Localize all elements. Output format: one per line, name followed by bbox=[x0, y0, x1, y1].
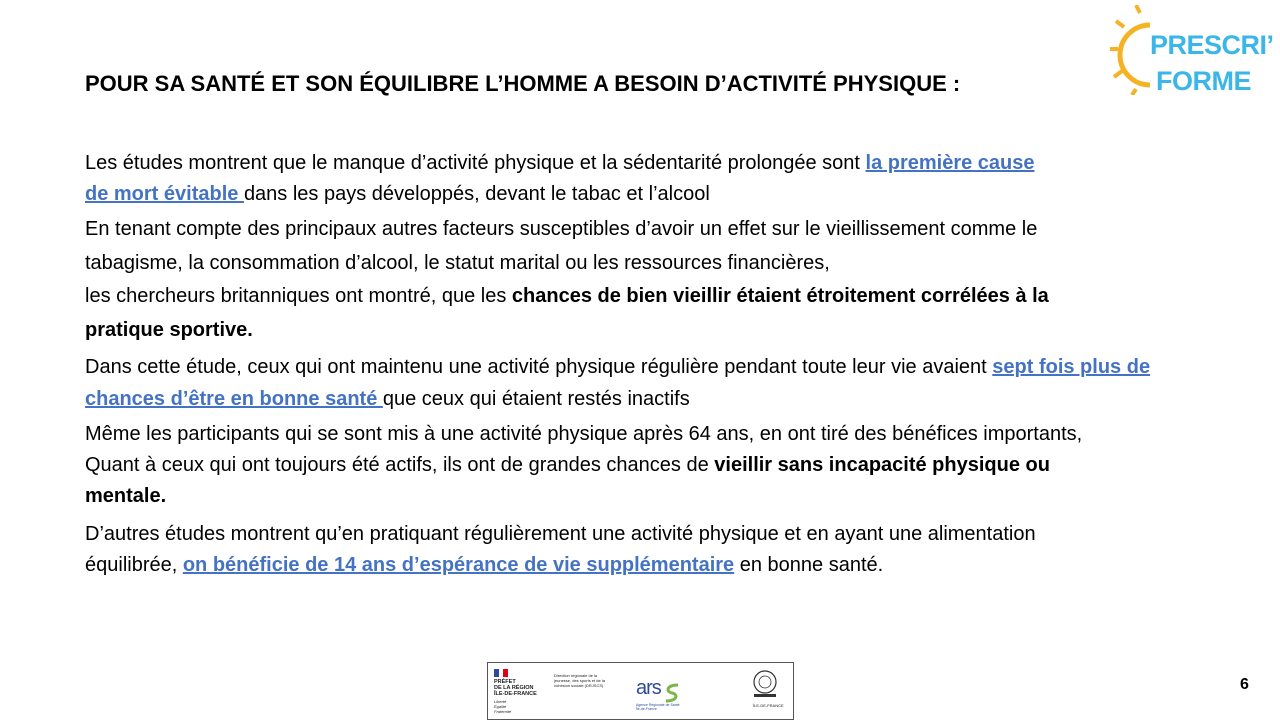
ars-swoosh-icon bbox=[664, 683, 680, 703]
paragraph-2: En tenant compte des principaux autres facteurs susceptibles d’avoir un effet sur le vieillissement comme le tabagisme, la consommation d’alcool, le statut marital ou les ressources financières, bbox=[85, 218, 1038, 274]
slide-body bbox=[85, 148, 1185, 581]
paragraph-1 bbox=[85, 148, 1045, 210]
prefet-line3: ÎLE-DE-FRANCE bbox=[494, 691, 537, 697]
paragraph-5: Même les participants qui se sont mis à une activité physique après 64 ans, en ont tiré des bénéfices importants, bbox=[85, 423, 1083, 445]
partner-logos bbox=[487, 662, 794, 720]
ars-logo bbox=[636, 677, 686, 713]
slide-title: POUR SA SANTÉ ET SON ÉQUILIBRE L’HOMME A BESOIN D’ACTIVITÉ PHYSIQUE : bbox=[85, 71, 961, 96]
p1-text-after: dans les pays développés, devant le tabac et l’alcool bbox=[243, 183, 710, 205]
ars-wordmark: ars bbox=[636, 677, 661, 699]
p6-bold: vieillir sans incapacité physique ou mentale. bbox=[85, 454, 1050, 507]
p3-bold: chances de bien vieillir étaient étroitement corrélées à la pratique sportive. bbox=[85, 285, 1049, 341]
prefet-line2: DE LA RÉGION bbox=[494, 685, 534, 691]
p1-text-before: Les études montrent que le manque d’activité physique et la sédentarité prolongée sont bbox=[85, 152, 866, 174]
marianne-flag-icon bbox=[494, 669, 508, 677]
page-number: 6 bbox=[1240, 676, 1249, 693]
logo-line2: FORME bbox=[1156, 66, 1251, 96]
paragraph-3 bbox=[85, 280, 1085, 347]
region-label: ÎLE-DE-FRANCE bbox=[753, 703, 784, 708]
p4-text-before: Dans cette étude, ceux qui ont maintenu une activité physique régulière pendant toute leur vie avaient bbox=[85, 356, 993, 378]
ars-subtitle: Agence Régionale de Santé Île-de-France bbox=[636, 703, 680, 711]
paragraph-4 bbox=[85, 351, 1175, 415]
p1-link[interactable]: la première cause de mort évitable bbox=[85, 152, 1035, 205]
prefet-motto: Liberté Égalité Fraternité bbox=[494, 699, 512, 714]
logo-line1: PRESCRI’ bbox=[1150, 30, 1274, 60]
p4-text-after: que ceux qui étaient restés inactifs bbox=[382, 388, 690, 410]
direction-text: Direction régionale de la jeunesse, des sports et de la cohésion sociale (DRJSCS) bbox=[554, 673, 605, 688]
prescriforme-logo bbox=[1110, 0, 1275, 110]
p7-link[interactable]: on bénéficie de 14 ans d’espérance de vie supplémentaire bbox=[182, 554, 735, 576]
p3-text-before: les chercheurs britanniques ont montré, que les bbox=[85, 285, 512, 307]
paragraph-7 bbox=[85, 519, 1125, 581]
p4-link[interactable]: sept fois plus de chances d’être en bonne santé bbox=[85, 356, 1151, 410]
p7-text-after: en bonne santé. bbox=[734, 554, 884, 576]
paragraph-6 bbox=[85, 450, 1105, 512]
prefet-line1: PRÉFET bbox=[494, 679, 516, 685]
region-emblem-icon bbox=[752, 669, 778, 699]
p6-text-before: Quant à ceux qui ont toujours été actifs, ils ont de grandes chances de bbox=[85, 454, 715, 476]
p7-text-before: D’autres études montrent qu’en pratiquant régulièrement une activité physique et en ayant une alimentation équilibrée, bbox=[85, 523, 1036, 576]
